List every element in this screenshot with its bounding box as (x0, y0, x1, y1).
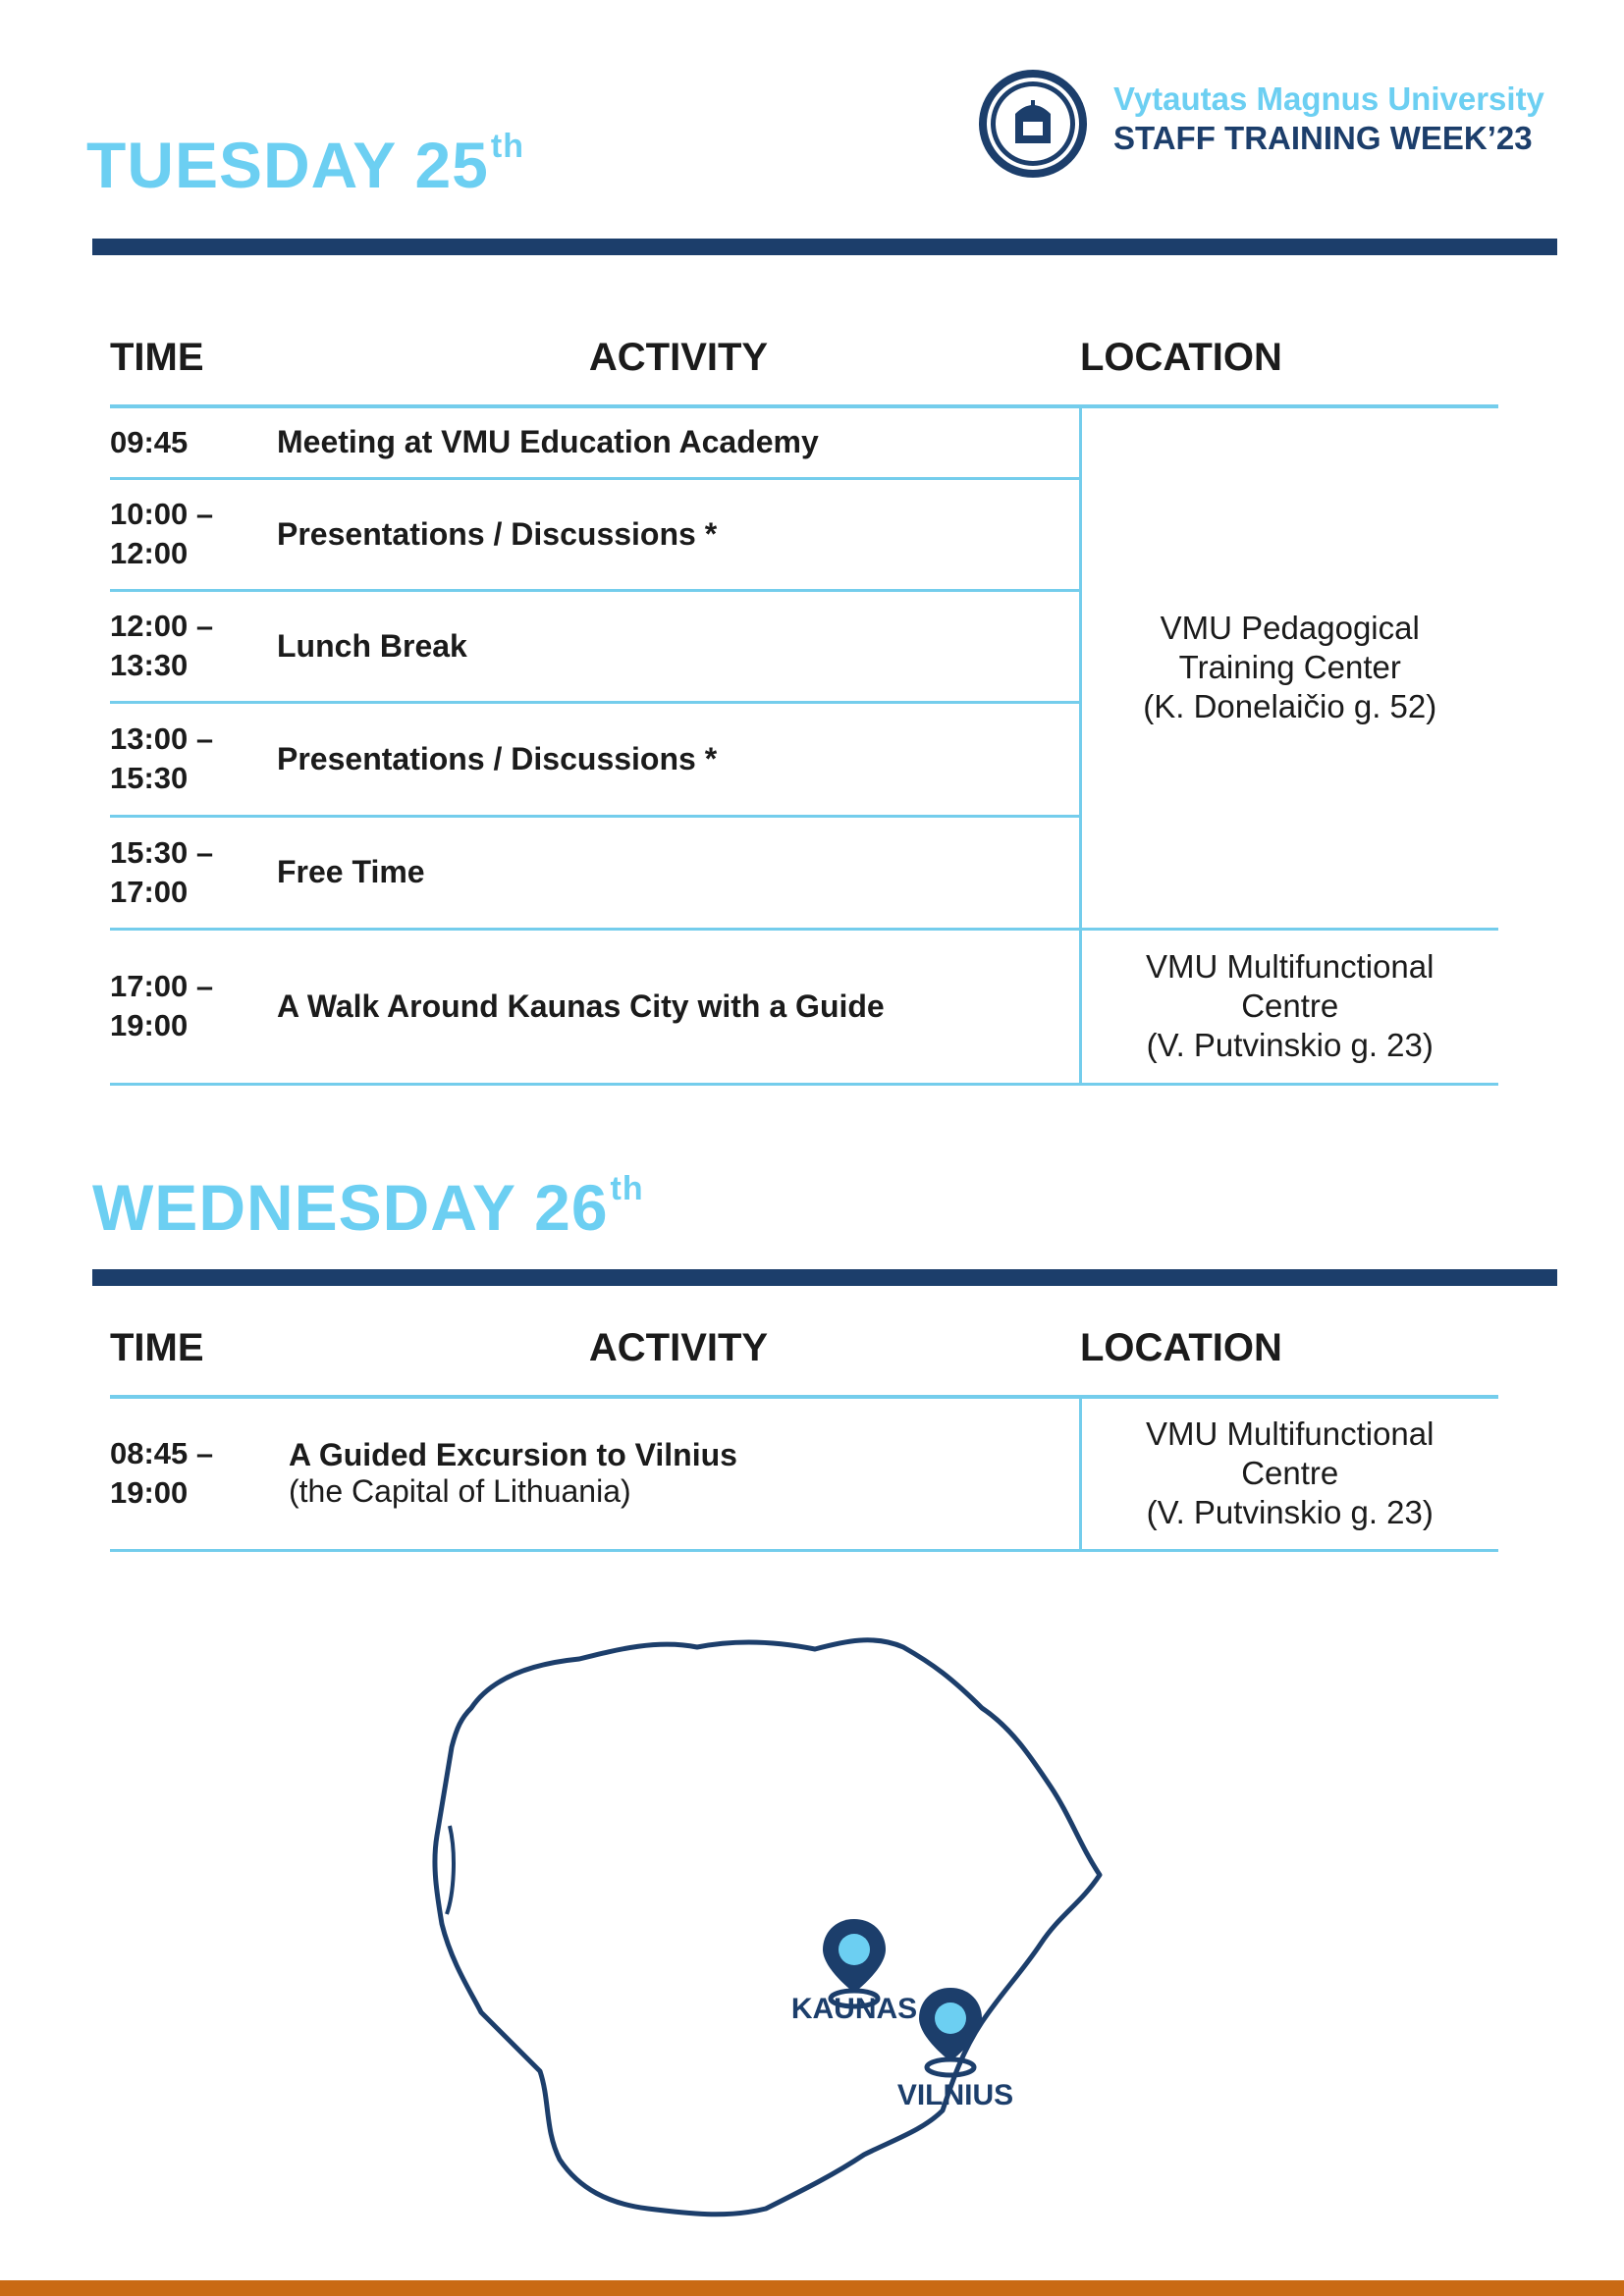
lithuania-outline (435, 1640, 1100, 2215)
activity-cell: Lunch Break (277, 590, 1080, 702)
tuesday-schedule-table (110, 310, 1498, 1086)
footer-bar (0, 2280, 1624, 2296)
university-name: Vytautas Magnus University (1113, 80, 1544, 117)
time-cell: 09:45 (110, 406, 277, 478)
activity-cell: Presentations / Discussions * (277, 702, 1080, 816)
tuesday-day: TUESDAY 25 (86, 129, 489, 201)
tuesday-day-suffix: th (490, 128, 524, 165)
brand-block (976, 67, 1565, 175)
time-cell: 08:45 – 19:00 (110, 1397, 277, 1550)
activity-header: ACTIVITY (277, 310, 1080, 406)
time-header: TIME (110, 1301, 277, 1397)
university-seal-logo (976, 67, 1090, 181)
vilnius-label: VILNIUS (896, 2079, 1014, 2111)
tuesday-heading (86, 128, 524, 201)
tuesday-divider (92, 239, 1557, 255)
wednesday-heading (92, 1170, 644, 1244)
kaunas-label: KAUNAS (790, 1993, 918, 2025)
activity-cell: Meeting at VMU Education Academy (277, 406, 1080, 478)
table-header-row (110, 310, 1498, 406)
lithuania-coast-detail (447, 1826, 454, 1914)
location-cell: VMU Multifunctional Centre (V. Putvinskio g. 23) (1080, 1397, 1498, 1550)
map-pin-icon (919, 1988, 982, 2075)
time-header: TIME (110, 310, 277, 406)
activity-subtitle: (the Capital of Lithuania) (289, 1473, 631, 1510)
table-row (110, 1397, 1498, 1550)
table-header-row (110, 1301, 1498, 1397)
location-header: LOCATION (1080, 1301, 1498, 1397)
location-cell: VMU Multifunctional Centre (V. Putvinskio g. 23) (1080, 929, 1498, 1084)
table-row (110, 406, 1498, 478)
activity-header: ACTIVITY (277, 1301, 1080, 1397)
time-cell: 15:30 – 17:00 (110, 816, 277, 929)
time-cell: 13:00 – 15:30 (110, 702, 277, 816)
wednesday-day-suffix: th (610, 1170, 644, 1207)
event-name: STAFF TRAINING WEEK’23 (1113, 120, 1533, 156)
activity-cell: Presentations / Discussions * (277, 478, 1080, 590)
time-cell: 10:00 – 12:00 (110, 478, 277, 590)
location-cell: VMU Pedagogical Training Center (K. Donelaičio g. 52) (1080, 406, 1498, 929)
activity-cell: Free Time (277, 816, 1080, 929)
wednesday-day: WEDNESDAY 26 (92, 1171, 609, 1244)
lithuania-map (432, 1620, 1218, 2238)
time-cell: 17:00 – 19:00 (110, 929, 277, 1084)
activity-title: A Guided Excursion to Vilnius (289, 1437, 737, 1473)
location-header: LOCATION (1080, 310, 1498, 406)
activity-cell: A Walk Around Kaunas City with a Guide (277, 929, 1080, 1084)
table-row (110, 929, 1498, 1084)
time-cell: 12:00 – 13:30 (110, 590, 277, 702)
wednesday-schedule-table (110, 1301, 1498, 1552)
wednesday-divider (92, 1269, 1557, 1286)
activity-cell (277, 1397, 1080, 1550)
